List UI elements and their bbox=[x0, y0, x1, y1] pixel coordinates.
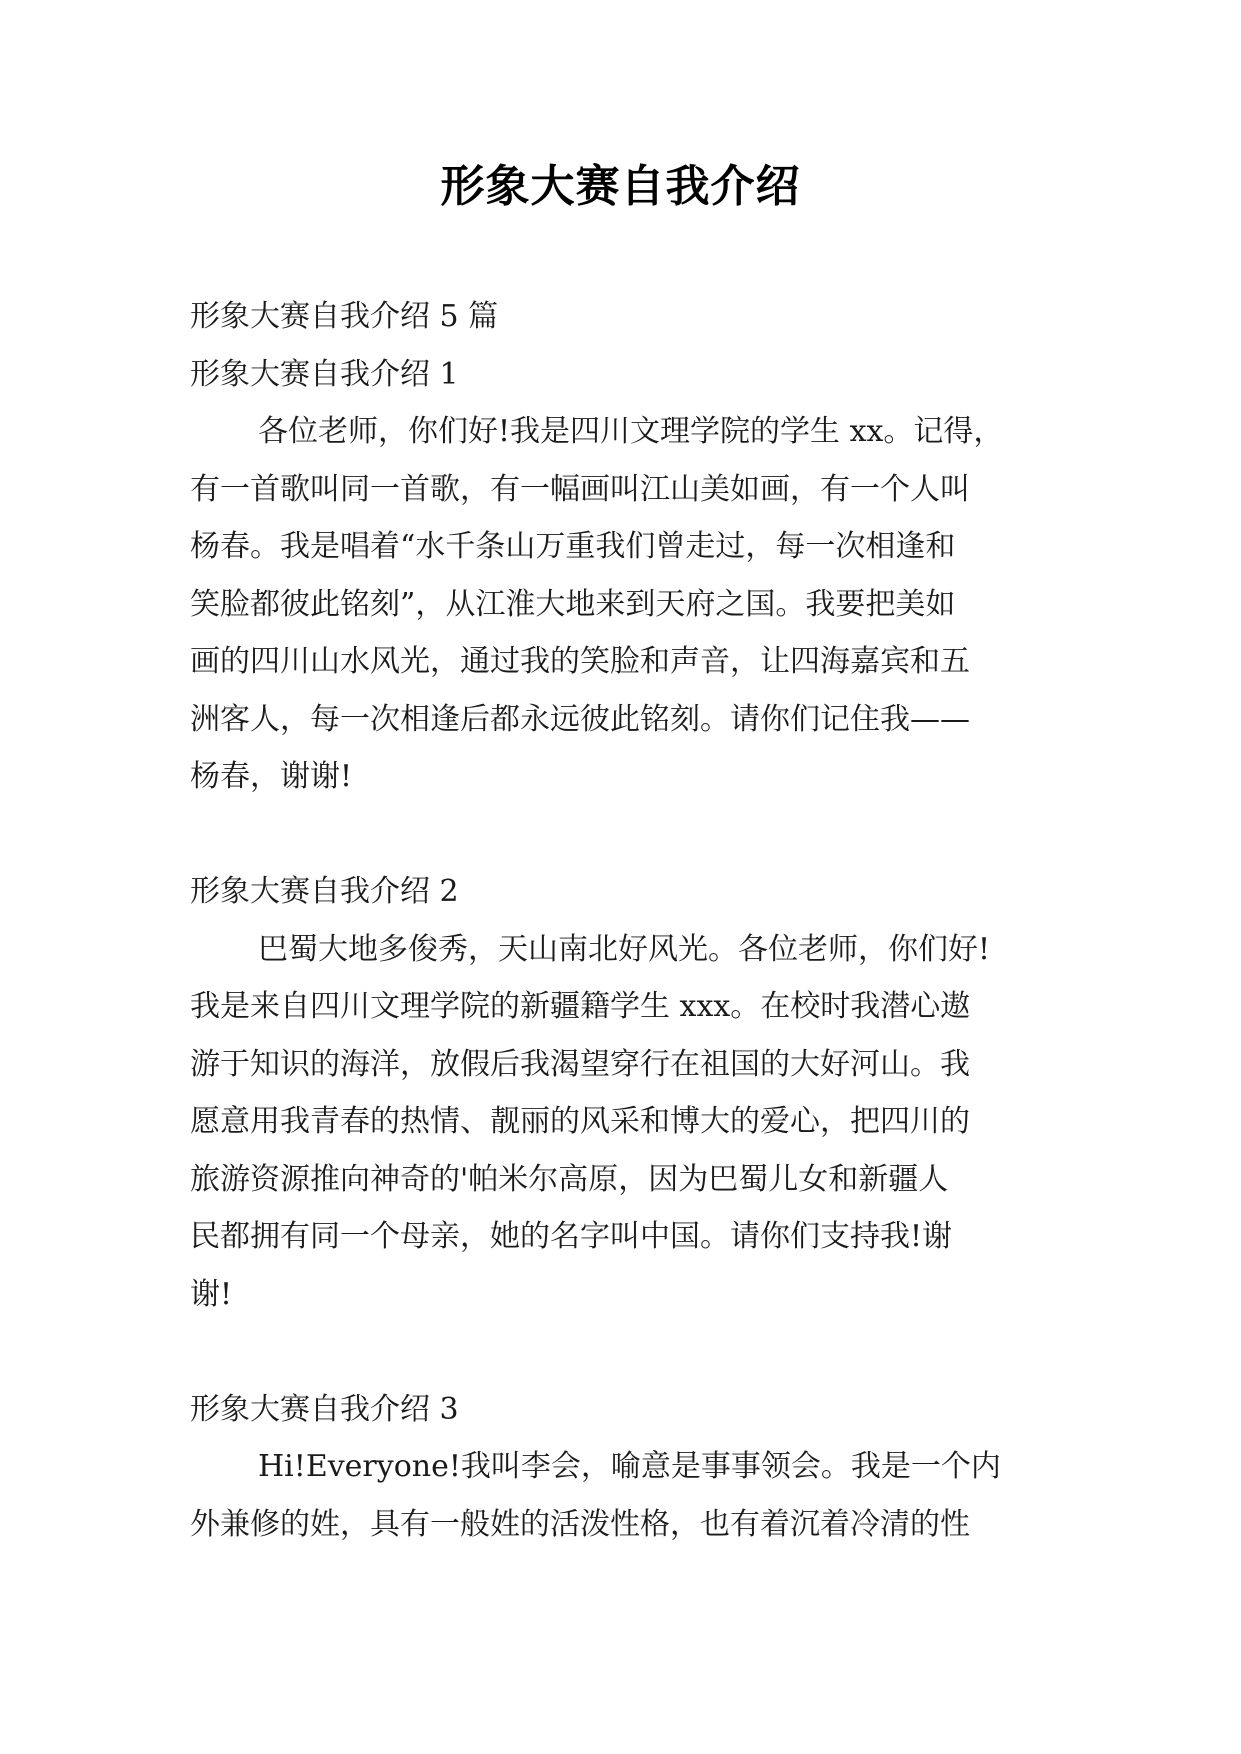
paragraph-line: 民都拥有同一个母亲，她的名字叫中国。请你们支持我!谢 bbox=[190, 1219, 953, 1254]
paragraph-line: 我是来自四川文理学院的新疆籍学生 xxx。在校时我潜心遨 bbox=[190, 989, 971, 1024]
section-heading: 形象大赛自我介绍 3 bbox=[190, 1391, 459, 1427]
paragraph-line: 各位老师，你们好!我是四川文理学院的学生 xx。记得， bbox=[258, 414, 1004, 449]
paragraph-line: 杨春，谢谢! bbox=[190, 759, 353, 794]
document-subtitle: 形象大赛自我介绍 5 篇 bbox=[190, 299, 499, 334]
section-spacer bbox=[190, 1323, 1060, 1381]
document-title: 形象大赛自我介绍 bbox=[440, 161, 801, 212]
paragraph-line: 游于知识的海洋，放假后我渴望穿行在祖国的大好河山。我 bbox=[190, 1046, 970, 1082]
paragraph-line: 有一首歌叫同一首歌，有一幅画叫江山美如画，有一个人叫 bbox=[190, 471, 970, 507]
paragraph-line: 旅游资源推向神奇的'帕米尔高原，因为巴蜀儿女和新疆人 bbox=[190, 1161, 949, 1197]
paragraph-line: 杨春。我是唱着“水千条山万重我们曾走过，每一次相逢和 bbox=[190, 529, 956, 564]
paragraph-line: 洲客人，每一次相逢后都永远彼此铭刻。请你们记住我—— bbox=[190, 701, 970, 737]
paragraph-line: 愿意用我青春的热情、靓丽的风采和博大的爱心，把四川的 bbox=[190, 1104, 970, 1139]
document-body bbox=[190, 288, 1060, 1553]
paragraph-line: 画的四川山水风光，通过我的笑脸和声音，让四海嘉宾和五 bbox=[190, 644, 970, 679]
paragraph-line: Hi!Everyone!我叫李会，喻意是事事领会。我是一个内 bbox=[258, 1449, 1001, 1484]
paragraph-line: 巴蜀大地多俊秀，天山南北好风光。各位老师，你们好! bbox=[258, 931, 991, 967]
section-heading: 形象大赛自我介绍 2 bbox=[190, 874, 459, 909]
section-heading: 形象大赛自我介绍 1 bbox=[190, 356, 459, 392]
paragraph-line: 外兼修的姓，具有一般姓的活泼性格，也有着沉着冷清的性 bbox=[190, 1506, 970, 1542]
paragraph-line: 谢! bbox=[190, 1276, 233, 1312]
section-spacer bbox=[190, 806, 1060, 864]
paragraph-line: 笑脸都彼此铭刻”，从江淮大地来到天府之国。我要把美如 bbox=[190, 586, 956, 622]
